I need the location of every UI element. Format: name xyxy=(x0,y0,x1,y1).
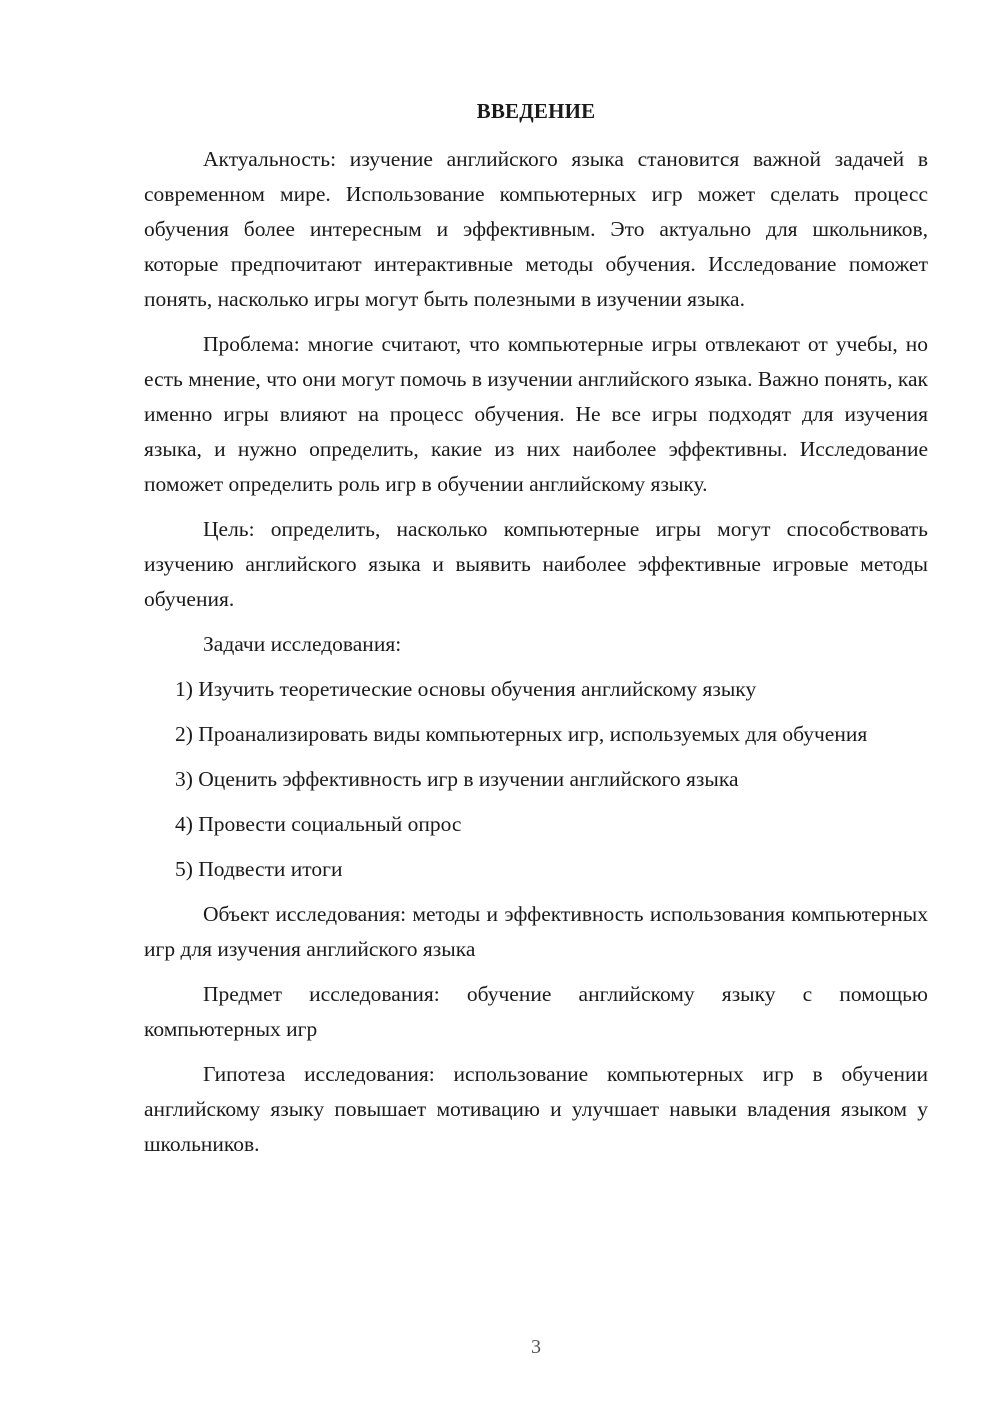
paragraph-problem: Проблема: многие считают, что компьютерные игры отвлекают от учебы, но есть мнение, что они могут помочь в изучении английского языка. Важно понять, как именно игры влияют на процесс обучения. Не все игры подходят для изучения языка, и нужно определить, какие из них наиболее эффективны. Исследование поможет определить роль игр в обучении английскому языку. xyxy=(144,332,928,496)
paragraph-goal: Цель: определить, насколько компьютерные игры могут способствовать изучению английского языка и выявить наиболее эффективные игровые методы обучения. xyxy=(144,517,928,611)
paragraph-subject: Предмет исследования: обучение английскому языку с помощью компьютерных игр xyxy=(144,982,928,1041)
task-item: 1) Изучить теоретические основы обучения английскому языку xyxy=(175,677,757,701)
paragraph-tasks-heading: Задачи исследования: xyxy=(203,632,402,656)
task-item: 3) Оценить эффективность игр в изучении английского языка xyxy=(175,767,739,791)
paragraph-relevance: Актуальность: изучение английского языка становится важной задачей в современном мире. Использование компьютерных игр может сделать процесс обучения более интересным и эффективным. Это актуально для школьников, которые предпочитают интерактивные методы обучения. Исследование поможет понять, насколько игры могут быть полезными в изучении языка. xyxy=(144,147,928,311)
page-number: 3 xyxy=(531,1336,541,1358)
task-item: 4) Провести социальный опрос xyxy=(175,812,462,836)
paragraph-hypothesis: Гипотеза исследования: использование компьютерных игр в обучении английскому языку повышает мотивацию и улучшает навыки владения языком у школьников. xyxy=(144,1062,928,1156)
document-body xyxy=(144,142,928,1172)
paragraph-object: Объект исследования: методы и эффективность использования компьютерных игр для изучения английского языка xyxy=(144,902,928,961)
task-item: 5) Подвести итоги xyxy=(175,857,343,881)
task-item: 2) Проанализировать виды компьютерных игр, используемых для обучения xyxy=(175,722,868,746)
page-title: ВВЕДЕНИЕ xyxy=(476,99,596,123)
